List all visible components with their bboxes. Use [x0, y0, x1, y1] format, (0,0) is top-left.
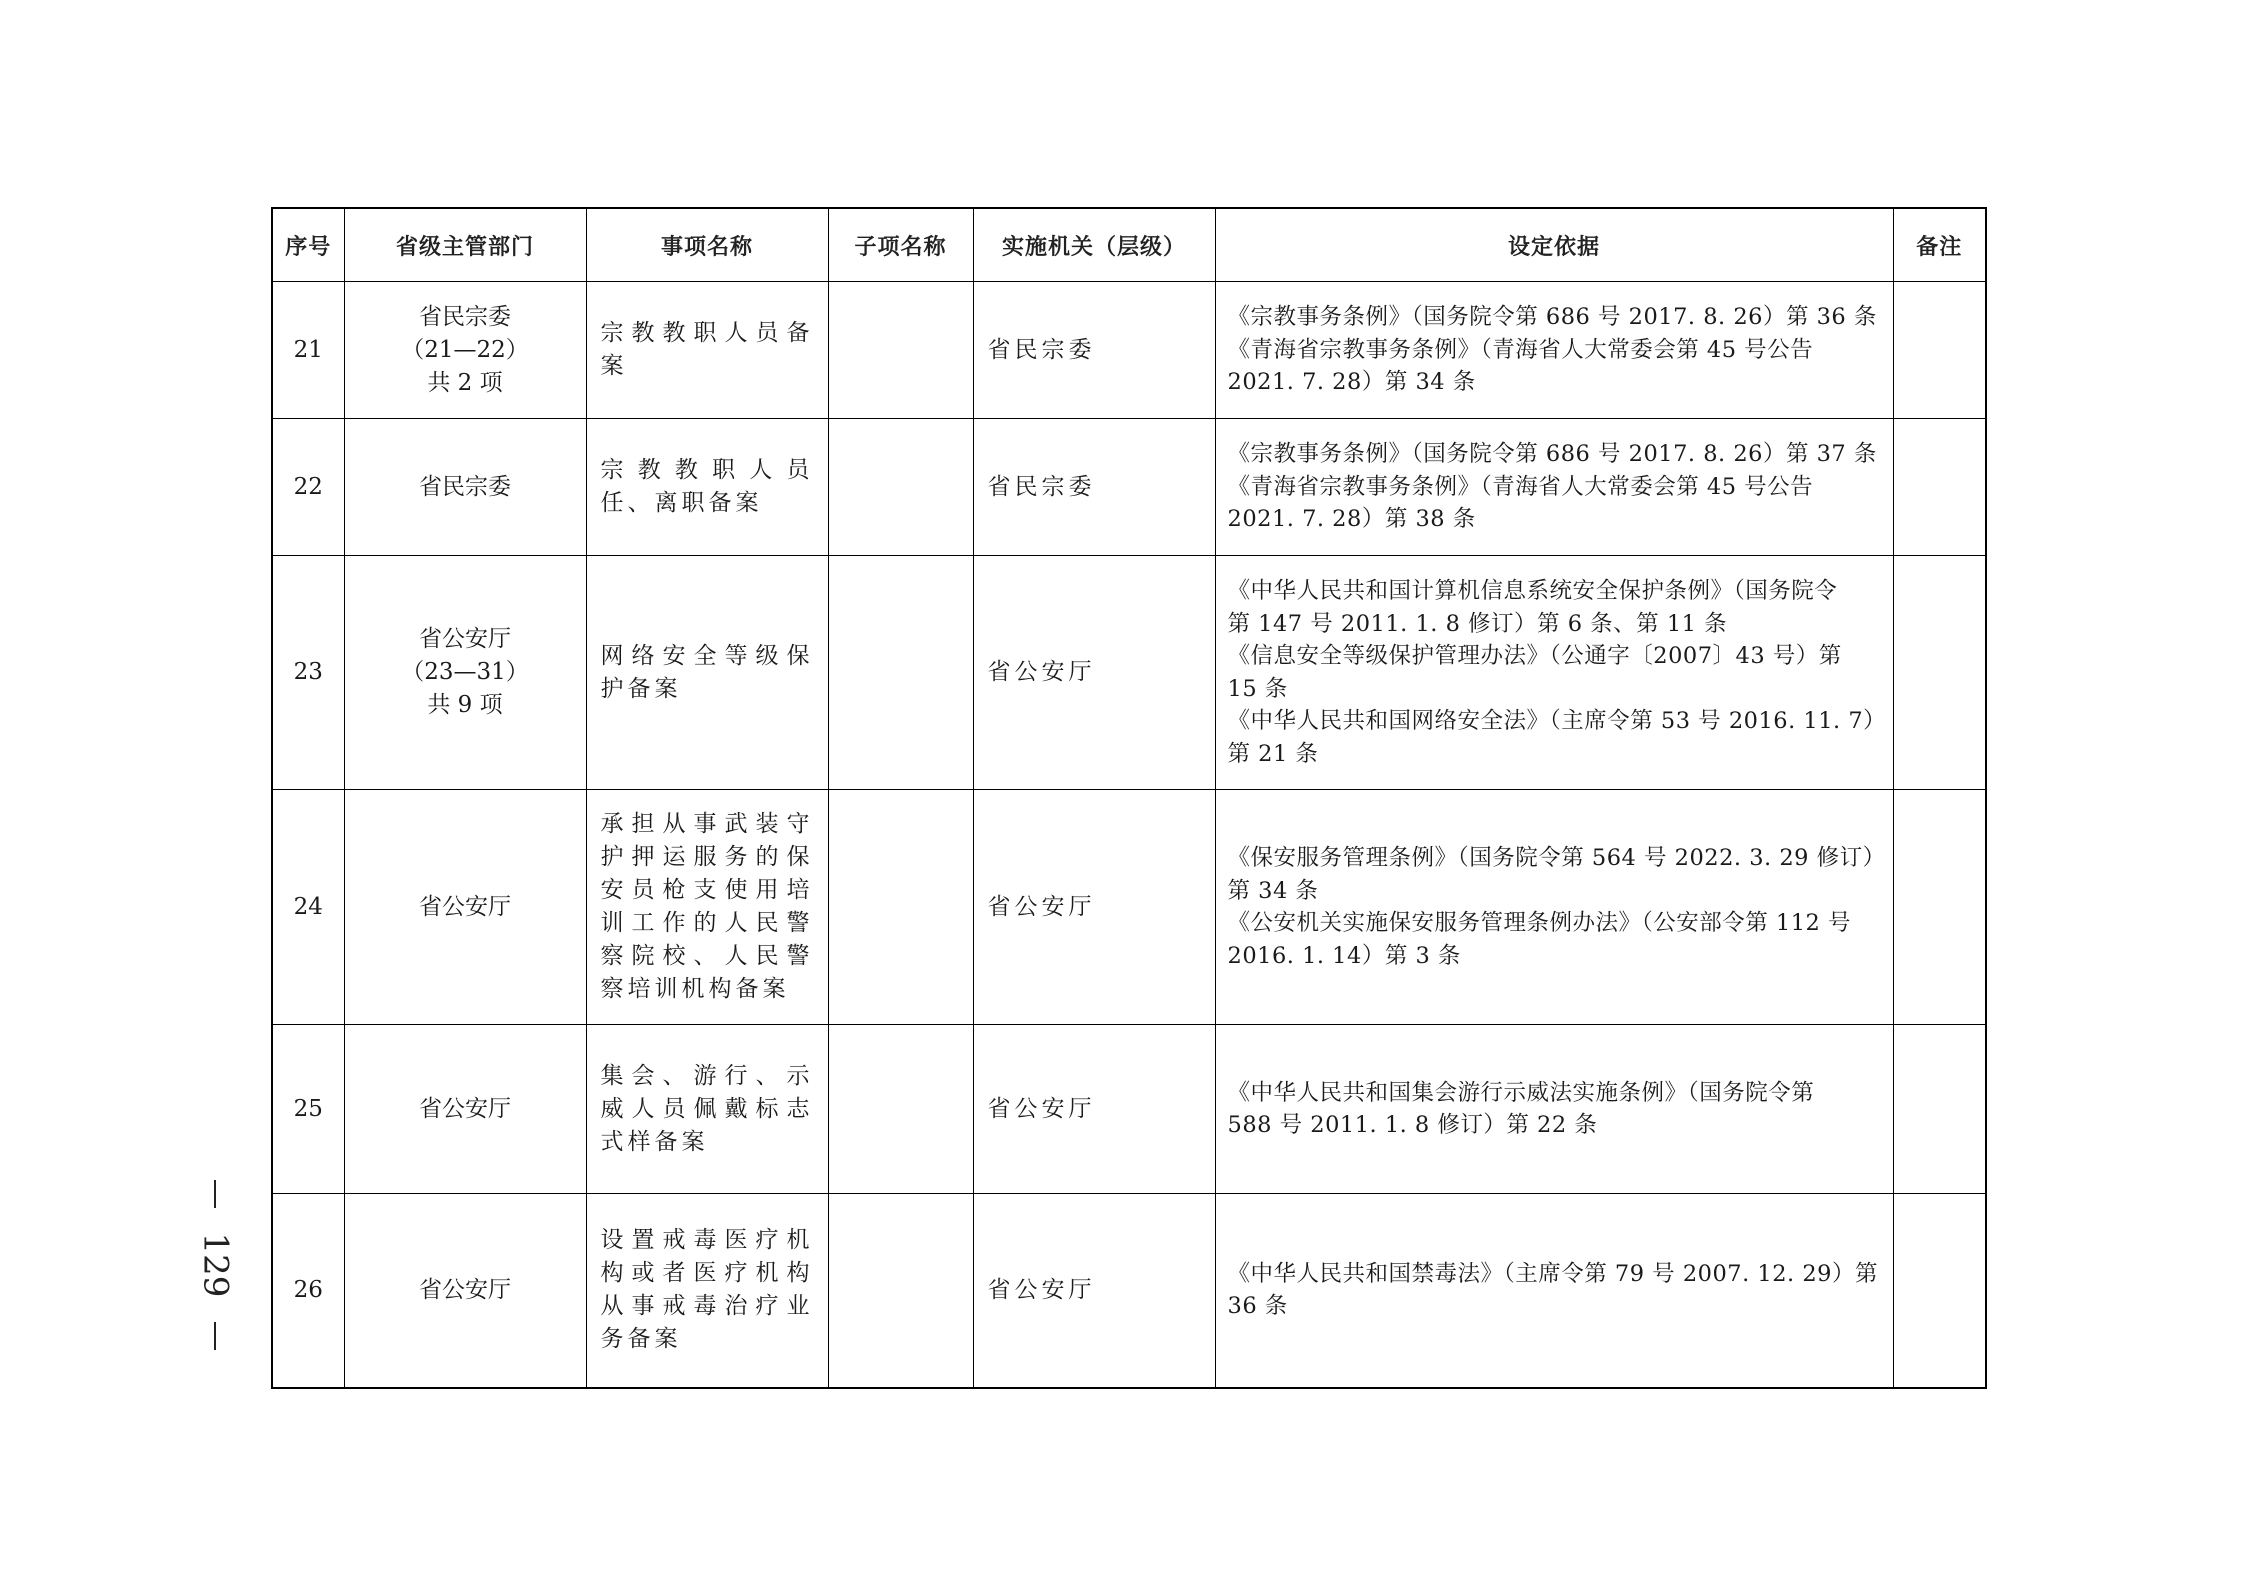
row-org: 省民宗委	[973, 419, 1215, 556]
basis-line: 《宗教事务条例》（国务院令第 686 号 2017. 8. 26）第 37 条	[1227, 441, 1877, 468]
dept-line: 省民宗委	[419, 473, 511, 500]
page-number-value: 129	[195, 1232, 235, 1298]
table-row	[272, 1194, 1986, 1388]
row-no: 22	[272, 419, 344, 556]
row-dept	[344, 419, 586, 556]
row-note	[1893, 790, 1986, 1025]
dept-line: 省公安厅	[419, 1276, 511, 1303]
basis-line: 《青海省宗教事务条例》（青海省人大常委会第 45 号公告	[1227, 473, 1814, 500]
row-org: 省公安厅	[973, 1194, 1215, 1388]
dept-line: （23—31）	[401, 659, 529, 685]
basis-line: 第 34 条	[1227, 877, 1319, 904]
table-row	[272, 1025, 1986, 1194]
basis-line: 《公安机关实施保安服务管理条例办法》（公安部令第 112 号	[1227, 910, 1852, 936]
row-basis	[1215, 419, 1893, 556]
row-note	[1893, 1194, 1986, 1388]
page-number-dash-bottom	[214, 1322, 216, 1350]
header-subitem: 子项名称	[828, 208, 973, 282]
row-dept	[344, 282, 586, 419]
row-item: 承担从事武装守护押运服务的保安员枪支使用培训工作的人民警察院校、人民警察培训机构备案	[586, 790, 828, 1025]
row-no: 25	[272, 1025, 344, 1194]
header-note: 备注	[1893, 208, 1986, 282]
basis-line: 《保安服务管理条例》（国务院令第 564 号 2022. 3. 29 修订）	[1227, 845, 1886, 871]
table-row	[272, 282, 1986, 419]
basis-line: 《中华人民共和国网络安全法》（主席令第 53 号 2016. 11. 7）	[1227, 708, 1887, 734]
page-number-dash-top	[214, 1180, 216, 1208]
basis-line: 《青海省宗教事务条例》（青海省人大常委会第 45 号公告	[1227, 336, 1814, 363]
row-no: 21	[272, 282, 344, 419]
basis-line: 《中华人民共和国集会游行示威法实施条例》（国务院令第	[1227, 1079, 1815, 1106]
row-item: 集会、游行、示威人员佩戴标志式样备案	[586, 1025, 828, 1194]
row-dept	[344, 790, 586, 1025]
row-subitem	[828, 556, 973, 790]
row-org: 省公安厅	[973, 556, 1215, 790]
basis-line: 《宗教事务条例》（国务院令第 686 号 2017. 8. 26）第 36 条	[1227, 304, 1877, 331]
header-no: 序号	[272, 208, 344, 282]
row-subitem	[828, 282, 973, 419]
dept-line: 共 2 项	[427, 369, 503, 396]
basis-line: 第 147 号 2011. 1. 8 修订）第 6 条、第 11 条	[1227, 610, 1728, 637]
row-basis	[1215, 790, 1893, 1025]
row-subitem	[828, 1194, 973, 1388]
row-basis	[1215, 556, 1893, 790]
basis-line: 2021. 7. 28）第 34 条	[1227, 369, 1476, 396]
dept-line: 省公安厅	[419, 893, 511, 920]
page-number	[190, 1180, 240, 1350]
table-row	[272, 790, 1986, 1025]
table-row	[272, 556, 1986, 790]
basis-line: 《中华人民共和国禁毒法》（主席令第 79 号 2007. 12. 29）第	[1227, 1260, 1878, 1287]
row-basis	[1215, 282, 1893, 419]
basis-line: 《信息安全等级保护管理办法》（公通字〔2007〕43 号）第	[1227, 643, 1842, 669]
row-dept	[344, 556, 586, 790]
row-item: 宗教教职人员备案	[586, 282, 828, 419]
row-item: 设置戒毒医疗机构或者医疗机构从事戒毒治疗业务备案	[586, 1194, 828, 1388]
row-dept	[344, 1194, 586, 1388]
basis-line: 2016. 1. 14）第 3 条	[1227, 942, 1461, 969]
row-item: 宗教教职人员任、离职备案	[586, 419, 828, 556]
row-basis	[1215, 1194, 1893, 1388]
row-no: 24	[272, 790, 344, 1025]
basis-line: 15 条	[1227, 675, 1288, 702]
basis-line: 《中华人民共和国计算机信息系统安全保护条例》（国务院令	[1227, 578, 1838, 604]
row-dept	[344, 1025, 586, 1194]
header-item: 事项名称	[586, 208, 828, 282]
row-note	[1893, 419, 1986, 556]
row-subitem	[828, 790, 973, 1025]
header-basis: 设定依据	[1215, 208, 1893, 282]
row-subitem	[828, 419, 973, 556]
header-org: 实施机关（层级）	[973, 208, 1215, 282]
basis-line: 588 号 2011. 1. 8 修订）第 22 条	[1227, 1112, 1598, 1138]
header-row	[272, 208, 1986, 282]
dept-line: 省民宗委	[419, 303, 511, 330]
table-container	[271, 207, 1985, 1385]
row-org: 省公安厅	[973, 790, 1215, 1025]
row-item: 网络安全等级保护备案	[586, 556, 828, 790]
row-note	[1893, 1025, 1986, 1194]
row-org: 省公安厅	[973, 1025, 1215, 1194]
dept-line: 省公安厅	[419, 1095, 511, 1122]
header-dept: 省级主管部门	[344, 208, 586, 282]
row-subitem	[828, 1025, 973, 1194]
row-note	[1893, 556, 1986, 790]
dept-line: （21—22）	[401, 336, 529, 363]
row-note	[1893, 282, 1986, 419]
table-row	[272, 419, 1986, 556]
basis-line: 2021. 7. 28）第 38 条	[1227, 506, 1476, 533]
row-no: 23	[272, 556, 344, 790]
row-org: 省民宗委	[973, 282, 1215, 419]
dept-line: 省公安厅	[419, 626, 511, 652]
record-table	[271, 207, 1987, 1389]
dept-line: 共 9 项	[427, 692, 503, 718]
row-no: 26	[272, 1194, 344, 1388]
basis-line: 第 21 条	[1227, 740, 1319, 767]
row-basis	[1215, 1025, 1893, 1194]
basis-line: 36 条	[1227, 1293, 1288, 1320]
